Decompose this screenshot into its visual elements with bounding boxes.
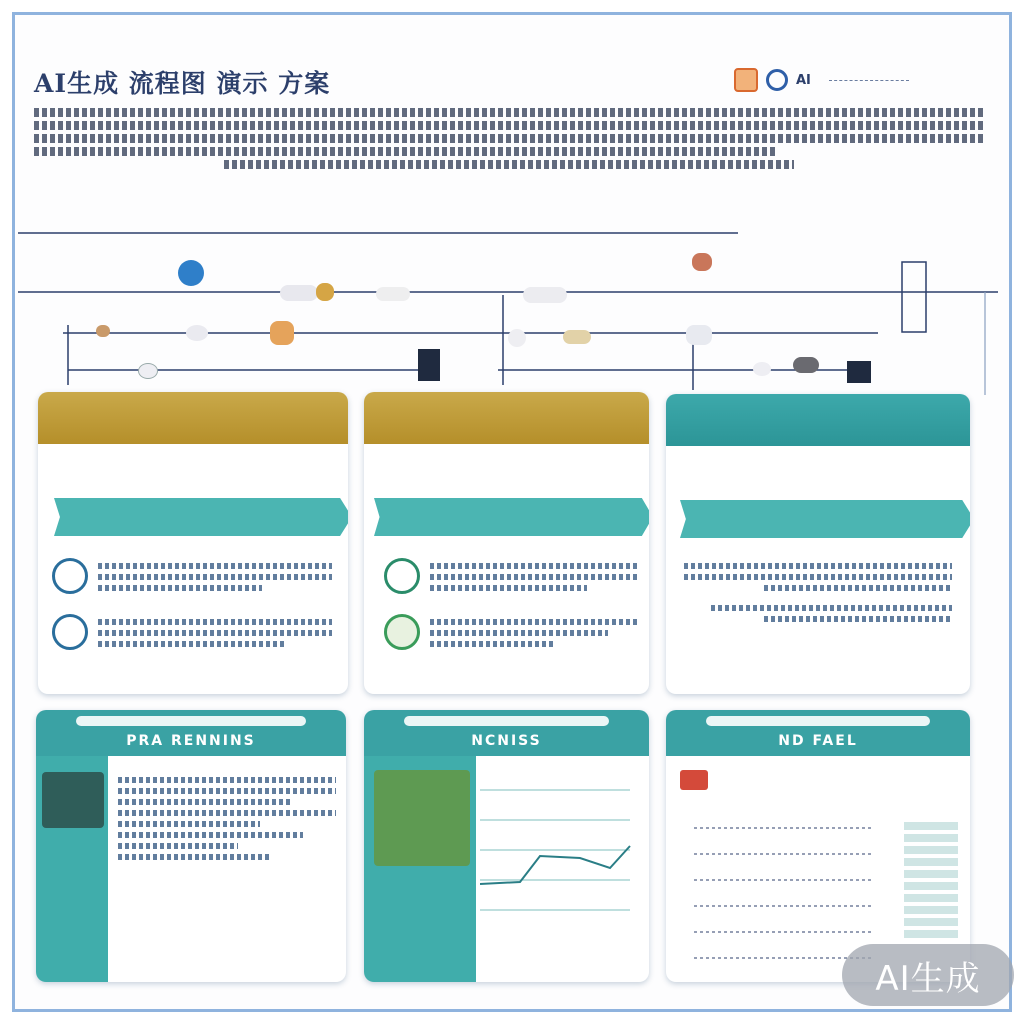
ai-watermark-badge	[842, 944, 1014, 1006]
result-card-1	[36, 710, 346, 982]
side-table	[904, 822, 958, 942]
flow-diagram	[18, 225, 1008, 395]
flow-node-icon	[280, 285, 318, 301]
leaf-icon	[384, 614, 420, 650]
box-icon	[270, 321, 294, 345]
flow-gate	[902, 262, 926, 332]
step-banner	[374, 498, 649, 536]
brand-ring-icon	[766, 69, 788, 91]
flow-node-icon	[753, 362, 771, 376]
result-text-block	[118, 772, 336, 865]
text-line	[118, 799, 292, 805]
intro-line	[34, 134, 984, 143]
flow-node-icon	[186, 325, 208, 341]
step-text-block	[684, 558, 952, 627]
brand-name: AI	[796, 72, 811, 88]
page-title: AI生成 流程图 演示 方案	[34, 69, 331, 98]
tree-icon	[374, 770, 470, 866]
intro-line	[34, 121, 984, 130]
step-bullet	[384, 558, 639, 596]
flow-connectors	[18, 225, 1008, 395]
flow-node-icon	[138, 363, 158, 379]
flow-node-icon	[523, 287, 567, 303]
text-line	[430, 585, 587, 591]
text-line	[118, 777, 336, 783]
step-card-header	[38, 392, 348, 444]
flow-node-icon	[96, 325, 110, 337]
document-icon	[692, 253, 712, 271]
brand	[734, 68, 909, 92]
text-line	[118, 854, 271, 860]
flow-node-icon	[508, 329, 526, 347]
watermark-text: AI生成	[875, 958, 981, 999]
result-card-title: ND FAEL	[778, 733, 858, 749]
text-line	[430, 563, 639, 569]
brand-divider	[829, 80, 909, 81]
flow-node-icon	[376, 287, 410, 301]
text-line	[684, 574, 952, 580]
brand-logo-icon	[734, 68, 758, 92]
factory-building-icon	[42, 772, 104, 828]
user-device-icon	[178, 260, 204, 286]
text-line	[98, 630, 332, 636]
text-line	[430, 619, 639, 625]
flow-node-icon	[686, 325, 712, 345]
text-line	[118, 788, 336, 794]
flow-node-icon	[793, 357, 819, 373]
text-line	[118, 843, 238, 849]
flow-device-icon	[847, 361, 871, 383]
step-card-2	[364, 392, 649, 694]
text-line	[684, 563, 952, 569]
result-card-title: PRA RENNINS	[126, 733, 256, 749]
trend-chart	[480, 776, 640, 936]
intro-line	[34, 108, 984, 117]
machine-icon	[52, 558, 88, 594]
text-line	[764, 585, 952, 591]
step-card-header	[666, 394, 970, 446]
step-banner	[680, 500, 970, 538]
result-card-header	[36, 710, 346, 756]
flow-terminal-icon	[418, 349, 440, 381]
alert-icon	[680, 770, 708, 790]
intro-line	[34, 147, 775, 156]
step-card-1	[38, 392, 348, 694]
result-card-3	[666, 710, 970, 982]
worker-icon	[52, 614, 88, 650]
bottle-icon	[384, 558, 420, 594]
text-line	[98, 574, 332, 580]
text-line	[430, 630, 608, 636]
result-card-header	[364, 710, 649, 756]
text-line	[711, 605, 952, 611]
text-line	[118, 832, 303, 838]
result-card-header	[666, 710, 970, 756]
text-line	[430, 641, 555, 647]
package-icon	[316, 283, 334, 301]
intro-line	[224, 160, 794, 169]
flow-node-icon	[563, 330, 591, 344]
step-banner	[54, 498, 348, 536]
schedule-grid	[694, 820, 884, 970]
result-card-2	[364, 710, 649, 982]
text-line	[98, 563, 332, 569]
step-bullet	[384, 614, 639, 652]
text-line	[118, 810, 336, 816]
step-bullet	[52, 558, 332, 596]
text-line	[430, 574, 639, 580]
step-card-header	[364, 392, 649, 444]
result-card-title: NCNISS	[471, 733, 542, 749]
text-line	[98, 641, 285, 647]
text-line	[98, 619, 332, 625]
text-line	[98, 585, 262, 591]
intro-text-block	[34, 104, 984, 173]
step-bullet	[52, 614, 332, 652]
text-line	[118, 821, 260, 827]
text-line	[764, 616, 952, 622]
step-card-3	[666, 394, 970, 694]
